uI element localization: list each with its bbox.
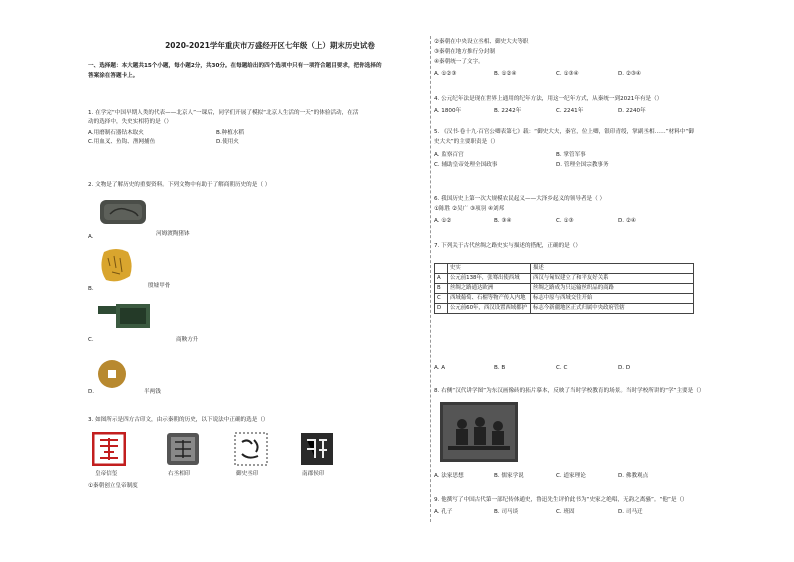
table-header-row: [435, 264, 694, 274]
q6-choice-d: D. ②④: [618, 218, 636, 224]
lecture-rubbing-image: [440, 402, 518, 462]
q8-choice-d: D. 佛教观点: [618, 473, 649, 479]
seal-image-1: [92, 432, 126, 466]
table-header-cell: [435, 264, 448, 274]
q4-choice-b: B. 2242年: [494, 108, 522, 114]
q5-choice-c: C. 辅助皇帝处理全国政事: [434, 162, 498, 168]
q2-stem: 2. 文物是了解历史的重要资料。下列文物中有助于了解商朝历史的是（ ）: [88, 182, 271, 188]
q2-option-c-text: 商鞅方升: [176, 337, 199, 343]
q7-stem: 7. 下列关于古代丝绸之路史实与描述的搭配，正确的是（）: [434, 243, 581, 249]
q9-choice-c: C. 班固: [556, 509, 575, 515]
q3-choice-b: B. ①②④: [494, 71, 517, 77]
q1-option-a: A.用磨制石器钻木取火: [88, 130, 144, 136]
q6-choice-a: A. ①②: [434, 218, 452, 224]
q1-option-b: B.种植水稻: [216, 130, 244, 136]
table-cell: 西域葡萄、石榴等物产传入内地: [448, 294, 531, 304]
q7-choice-b: B. B: [494, 365, 506, 371]
page-title: 2020-2021学年重庆市万盛经开区七年级（上）期末历史试卷: [165, 41, 375, 50]
q7-choice-c: C. C: [556, 365, 568, 371]
table-header-cell: 描述: [531, 264, 694, 274]
table-header-cell: 史实: [448, 264, 531, 274]
q4-stem: 4. 公元纪年法是现在世界上通用的纪年方法，用这一纪年方式，从秦统一到2021年有是（）: [434, 96, 663, 102]
table-row: [435, 294, 694, 304]
seal-image-3: [234, 432, 268, 466]
q9-choice-b: B. 司马谈: [494, 509, 519, 515]
seal-image-2: [166, 432, 200, 466]
seal-caption-3: 御史丞印: [236, 471, 259, 477]
table-cell: 丝绸之路成为只运输丝织品的商路: [531, 284, 694, 294]
q6-items: ①陈胜 ②吴广 ③项羽 ④刘邦: [434, 206, 505, 212]
seal-image-4: [300, 432, 334, 466]
q3-choice-c: C. ①③④: [556, 71, 579, 77]
q3-choice-d: D. ②③④: [618, 71, 641, 77]
q8-stem: 8. 右侧“汉代讲学图”为东汉画像砖的拓片摹本，反映了当时学校教育的场景。当时学校所讲的“学”主要是（）: [434, 388, 705, 394]
q8-choice-c: C. 道家理论: [556, 473, 586, 479]
q4-choice-a: A. 1800年: [434, 108, 462, 114]
q9-stem: 9. 他撰写了中国古代第一部纪传体通史，鲁迅先生评价此书为“史家之绝唱，无韵之离骚”。“他”是（）: [434, 497, 688, 503]
q8-choice-b: B. 儒家学说: [494, 473, 524, 479]
oracle-bone-image: [96, 246, 136, 286]
table-cell: 标志中原与西域交往开始: [531, 294, 694, 304]
q7-choice-a: A. A: [434, 365, 446, 371]
seal-caption-4: 南郡侯印: [302, 471, 325, 477]
table-cell: 公元前138年，张骞出使西域: [448, 274, 531, 284]
q4-choice-d: D. 2240年: [618, 108, 646, 114]
table-cell: 标志今新疆地区正式归属中央政府管辖: [531, 304, 694, 314]
q3-stem: 3. 如图所示是四方古印文，由示秦朝的历史，以下说法中正确的选是（）: [88, 417, 269, 423]
q4-choice-c: C. 2241年: [556, 108, 584, 114]
bronze-measure-image: [96, 300, 158, 332]
q2-option-a-text: 河姆渡陶猪钵: [156, 231, 190, 237]
q3-statement-3: ③秦朝在地方推行分封制: [434, 49, 495, 55]
q2-option-c-label: C.: [88, 337, 94, 343]
q5-choice-a: A. 监察百官: [434, 152, 464, 158]
q2-option-d-label: D.: [88, 389, 95, 395]
q9-choice-d: D. 司马迁: [618, 509, 643, 515]
q1-stem-2: 动的选择中，失史实相符的是（）: [88, 119, 172, 125]
q1-option-c: C.用血叉、鱼钩、渔网捕鱼: [88, 139, 156, 145]
coin-image: [96, 358, 128, 390]
table-row: [435, 274, 694, 284]
q7-choice-d: D. D: [618, 365, 631, 371]
table-row: [435, 304, 694, 314]
table-cell: 西汉与匈奴建立了和平友好关系: [531, 274, 694, 284]
table-cell: 丝绸之路通达欧洲: [448, 284, 531, 294]
q3-statement-4: ④秦朝统一了文字。: [434, 59, 484, 65]
section-heading: 一、选择题：本大题共15个小题，每小题2分，共30分。在每题给出的四个选项中只有一项符合题目要求，把你选择的: [88, 63, 382, 69]
q3-choice-a: A. ①②③: [434, 71, 457, 77]
seal-caption-2: 右丞相印: [168, 471, 191, 477]
q6-stem: 6. 我国历史上第一次大规模农民起义——大泽乡起义的领导者是（ ）: [434, 196, 606, 202]
q8-choice-a: A. 法家思想: [434, 473, 464, 479]
q3-statement-1: ①秦朝创立皇帝制度: [88, 483, 138, 489]
table-cell: 公元前60年，西汉设置西域都护: [448, 304, 531, 314]
table-cell: A: [435, 274, 448, 284]
q5-choice-b: B. 掌管军事: [556, 152, 586, 158]
q9-choice-a: A. 孔子: [434, 509, 453, 515]
q2-option-b-text: 殷墟甲骨: [148, 283, 171, 289]
q6-choice-c: C. ①③: [556, 218, 574, 224]
q5-stem-2: 史大夫”的主要职责是（）: [434, 139, 499, 145]
column-divider: [430, 36, 431, 522]
table-cell: B: [435, 284, 448, 294]
q6-choice-b: B. ③④: [494, 218, 512, 224]
q3-statement-2: ②秦朝在中央设立丞相、御史大夫等职: [434, 39, 529, 45]
table-cell: C: [435, 294, 448, 304]
seal-caption-1: 皇帝信玺: [95, 471, 118, 477]
pottery-bowl-image: [98, 196, 150, 228]
q1-option-d: D.使用火: [216, 139, 239, 145]
q1-stem: 1. 在学完“中国早期人类的代表——北京人”一课后，同学们开展了模拟“北京人生活的一天”的体验活动，在活: [88, 110, 359, 116]
q2-option-d-text: 半两钱: [144, 389, 161, 395]
q2-option-b-label: B.: [88, 286, 94, 292]
q5-stem: 5. 《汉书·卷十九·百官公卿表第七》载：“御史大夫，秦官，位上卿，银印青绶，掌副丞相……”材料中“御: [434, 129, 694, 135]
section-heading-2: 答案涂在答题卡上。: [88, 73, 139, 79]
table-row: [435, 284, 694, 294]
q2-option-a-label: A.: [88, 234, 94, 240]
q5-choice-d: D. 管理全国宗教事务: [556, 162, 609, 168]
table-cell: D: [435, 304, 448, 314]
q7-table: [434, 263, 694, 314]
